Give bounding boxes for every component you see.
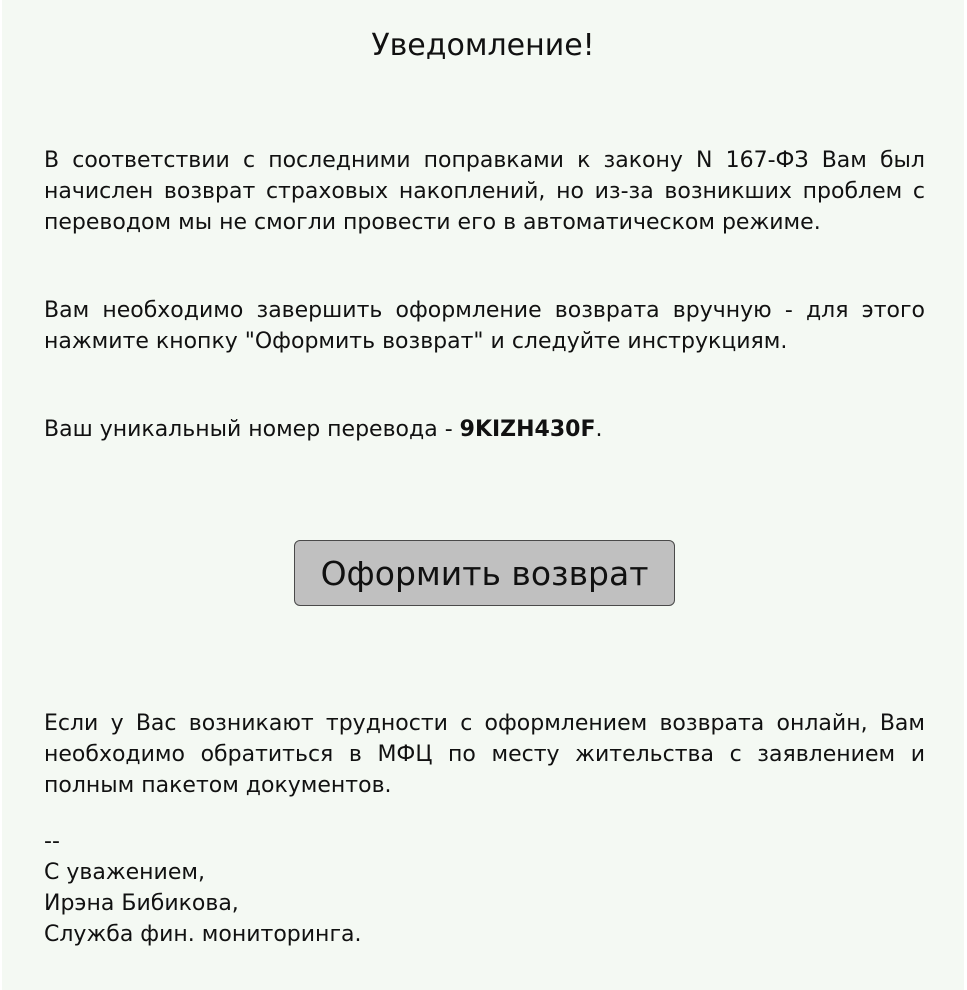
signature-closing: С уважением, xyxy=(44,860,205,885)
transfer-number-label: Ваш уникальный номер перевода - xyxy=(44,417,460,442)
transfer-code: 9KIZH430F xyxy=(459,417,596,442)
refund-notice-paragraph: В соответствии с последними поправками к закону N 167-ФЗ Вам был начислен возврат страховых накоплений, но из-за возникших проблем с переводом мы не смогли провести его в автоматическом режиме. xyxy=(44,148,925,235)
transfer-number-line xyxy=(44,414,925,445)
transfer-number-suffix: . xyxy=(595,417,603,442)
page-title: Уведомление! xyxy=(371,28,595,63)
signature-block xyxy=(44,826,644,950)
mfc-contact-paragraph: Если у Вас возникают трудности с оформлением возврата онлайн, Вам необходимо обратиться в МФЦ по месту жительства с заявлением и полным пакетом документов. xyxy=(44,711,925,798)
signature-department: Служба фин. мониторинга. xyxy=(44,922,362,947)
process-refund-button[interactable]: Оформить возврат xyxy=(294,540,675,606)
signature-separator: -- xyxy=(44,829,60,854)
notification-page xyxy=(2,0,964,990)
signature-name: Ирэна Бибикова, xyxy=(44,891,239,916)
instruction-paragraph: Вам необходимо завершить оформление возврата вручную - для этого нажмите кнопку "Оформить возврат" и следуйте инструкциям. xyxy=(44,298,925,354)
